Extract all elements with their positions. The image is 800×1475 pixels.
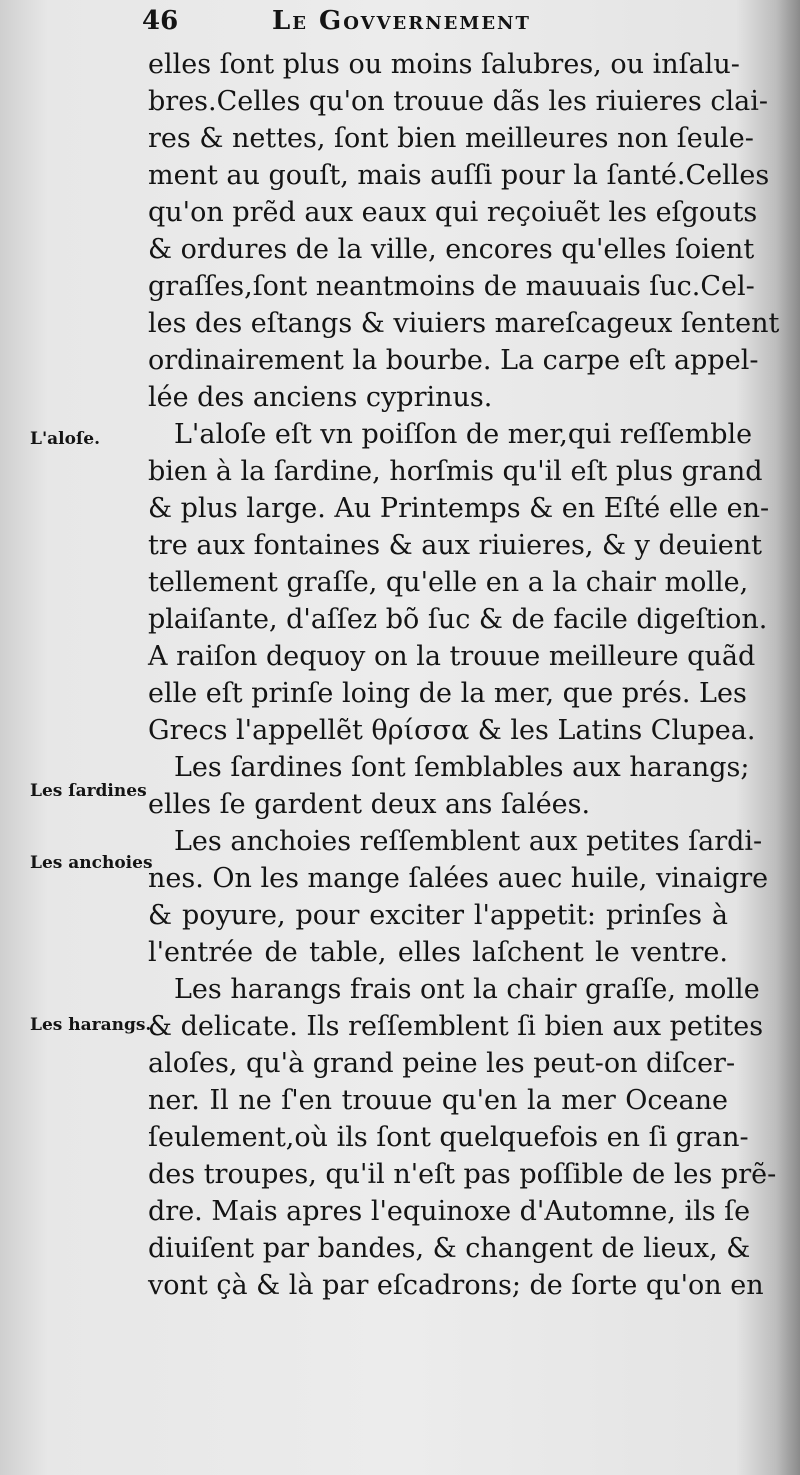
text-line: des troupes, qu'il n'eſt pas poſſible de les prẽ- <box>148 1159 777 1190</box>
text-line: ordinairement la bourbe. La carpe eſt appel- <box>148 345 759 376</box>
page-header <box>142 4 622 38</box>
text-line: lée des anciens cyprinus. <box>148 382 493 413</box>
body-text <box>148 46 780 1304</box>
margin-note-alose: L'aloſe. <box>30 429 101 449</box>
margin-note-harangs: Les harangs. <box>30 1015 152 1035</box>
text-line: tre aux fontaines & aux riuieres, & y deuient <box>148 530 762 561</box>
text-line: A raiſon dequoy on la trouue meilleure quãd <box>148 641 756 672</box>
margin-note-anchoies: Les anchoies <box>30 853 153 873</box>
margin-note-sardines: Les ſardines <box>30 781 147 801</box>
page-number: 46 <box>142 6 179 36</box>
text-line: bien à la ſardine, horſmis qu'il eſt plus grand <box>148 456 763 487</box>
text-line: tellement graſſe, qu'elle en a la chair molle, <box>148 567 749 598</box>
text-line: ſeulement,où ils ſont quelquefois en ſi gran- <box>148 1122 749 1153</box>
text-line: elle eſt prinſe loing de la mer, que prés. Les <box>148 678 747 709</box>
text-line: Grecs l'appellẽt θρίσσα & les Latins Clupea. <box>148 715 756 746</box>
text-line: Les harangs frais ont la chair graſſe, molle <box>174 974 760 1005</box>
text-line: Les ſardines ſont ſemblables aux harangs; <box>174 752 750 783</box>
text-line: res & nettes, ſont bien meilleures non ſeule- <box>148 123 754 154</box>
text-line: l'entrée de table, elles laſchent le ventre. <box>148 937 728 968</box>
text-line: qu'on prẽd aux eaux qui reçoiuẽt les eſgouts <box>148 197 758 228</box>
text-line: & plus large. Au Printemps & en Eſté elle en- <box>148 493 770 524</box>
text-line: nes. On les mange ſalées auec huile, vinaigre <box>148 863 769 894</box>
text-line: vont çà & là par eſcadrons; de ſorte qu'on en <box>148 1270 764 1301</box>
text-line: graſſes,ſont neantmoins de mauuais ſuc.Cel- <box>148 271 755 302</box>
text-line: elles ſe gardent deux ans ſalées. <box>148 789 591 820</box>
text-line: bres.Celles qu'on trouue dãs les riuieres clai- <box>148 86 768 117</box>
text-line: elles ſont plus ou moins ſalubres, ou inſalu- <box>148 49 740 80</box>
text-line: & delicate. Ils reſſemblent ſi bien aux petites <box>148 1011 764 1042</box>
text-line: L'aloſe eſt vn poiſſon de mer,qui reſſemble <box>174 419 753 450</box>
text-line: les des eſtangs & viuiers mareſcageux ſentent <box>148 308 780 339</box>
text-line: Les anchoies reſſemblent aux petites ſardi- <box>174 826 763 857</box>
text-line: plaiſante, d'aſſez bõ ſuc & de facile digeſtion. <box>148 604 768 635</box>
text-line: & poyure, pour exciter l'appetit: prinſes à <box>148 900 728 931</box>
text-line: diuiſent par bandes, & changent de lieux, & <box>148 1233 751 1264</box>
text-line: ner. Il ne ſ'en trouue qu'en la mer Oceane <box>148 1085 728 1116</box>
running-title: Le Govvernement <box>272 6 531 36</box>
text-line: aloſes, qu'à grand peine les peut-on diſcer- <box>148 1048 736 1079</box>
text-line: & ordures de la ville, encores qu'elles ſoient <box>148 234 755 265</box>
text-line: dre. Mais apres l'equinoxe d'Automne, ils ſe <box>148 1196 751 1227</box>
text-line: ment au gouſt, mais auſſi pour la ſanté.Celles <box>148 160 770 191</box>
